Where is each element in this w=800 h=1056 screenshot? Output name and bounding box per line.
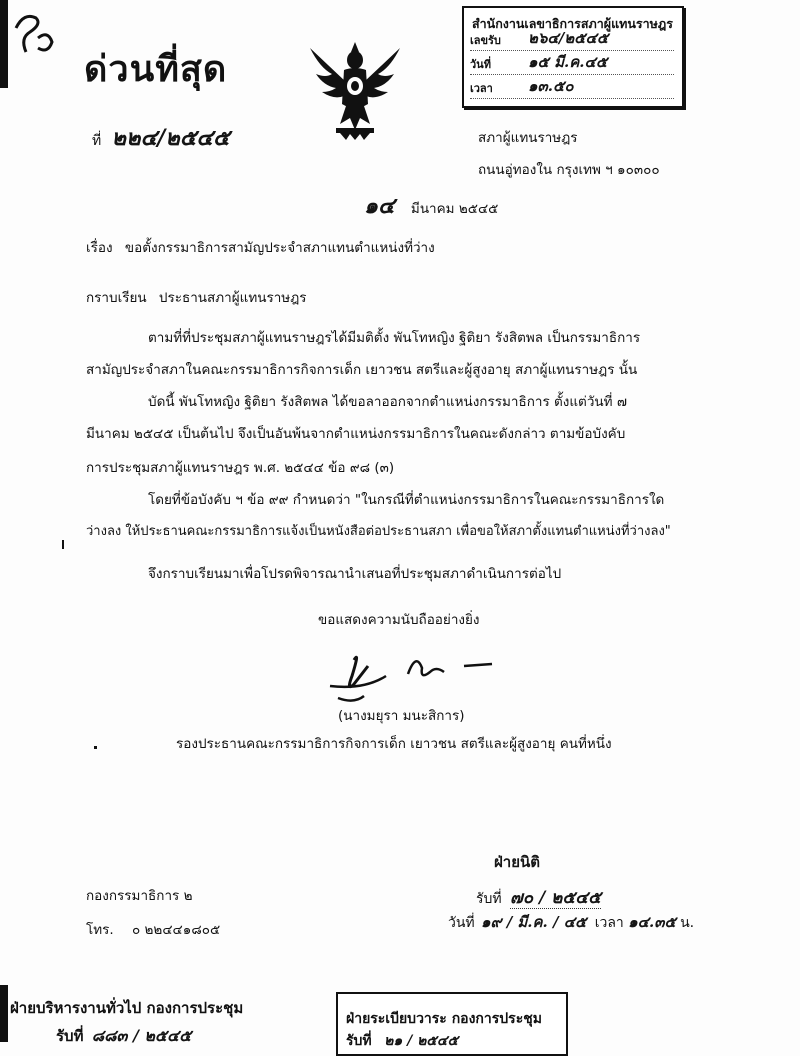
legal-date-value: ๑๙ / มี.ค. / ๔๕	[480, 913, 587, 931]
admin-received-label: รับที่	[56, 1027, 84, 1045]
stamp-row-label: เลขรับ	[470, 34, 501, 47]
letter-date	[364, 188, 498, 223]
footer-office: กองกรรมาธิการ ๒	[86, 888, 193, 904]
stamp-row	[470, 78, 674, 99]
subject-label: เรื่อง	[86, 240, 113, 256]
stamp-row-value: ๒๖๔/๒๕๔๕	[528, 29, 609, 47]
signatory-position: รองประธานคณะกรรมาธิการกิจการเด็ก เยาวชน สตรีและผู้สูงอายุ คนที่หนึ่ง	[176, 736, 612, 752]
admin-stamp-row	[56, 1024, 243, 1049]
corner-scribble	[8, 8, 56, 60]
signatory-name: (นางมยุรา มนะสิการ)	[338, 708, 465, 724]
doc-number-prefix: ที่	[92, 133, 102, 149]
legal-time-label: เวลา	[594, 915, 624, 931]
stamp-row	[470, 54, 674, 75]
admin-received-value: ๘๘๓ / ๒๕๔๕	[91, 1026, 192, 1045]
legal-date-row	[448, 910, 694, 934]
legal-received-value: ๗๐ / ๒๕๔๕	[509, 888, 601, 908]
body-line: ว่างลง ให้ประธานคณะกรรมาธิการแจ้งเป็นหนังสือต่อประธานสภา เพื่อขอให้สภาตั้งแทนตำแหน่งที่ว่างลง"	[86, 524, 671, 539]
body-line: จึงกราบเรียนมาเพื่อโปรดพิจารณานำเสนอที่ประชุมสภาดำเนินการต่อไป	[148, 566, 562, 582]
edge-dot	[62, 540, 64, 549]
stamp-row-value: ๑๓.๕๐	[528, 77, 574, 95]
garuda-emblem	[306, 38, 404, 140]
agenda-received-value: ๒๑ / ๒๕๔๕	[384, 1033, 459, 1049]
sender-address: ถนนอู่ทองใน กรุงเทพ ฯ ๑๐๓๐๐	[478, 162, 660, 178]
binding-mark	[0, 985, 8, 1042]
body-line: บัดนี้ พันโทหญิง ฐิติยา รังสิตพล ได้ขอลาออกจากตำแหน่งกรรมาธิการ ตั้งแต่วันที่ ๗	[148, 394, 627, 410]
subject-line	[86, 236, 435, 258]
body-line: โดยที่ข้อบังคับ ฯ ข้อ ๙๙ กำหนดว่า "ในกรณีที่ตำแหน่งกรรมาธิการในคณะกรรมาธิการใด	[148, 492, 665, 508]
footer-phone-label: โทร.	[86, 922, 114, 938]
salutation-line	[86, 286, 307, 308]
signature	[324, 646, 504, 708]
received-stamp	[462, 6, 684, 108]
footer-phone-value: ๐ ๒๒๔๔๑๘๐๕	[132, 922, 221, 938]
legal-dept-receipt	[440, 850, 695, 932]
salutation-label: กราบเรียน	[86, 290, 147, 306]
closing: ขอแสดงความนับถืออย่างยิ่ง	[318, 612, 480, 628]
stray-dot	[94, 746, 97, 749]
agenda-stamp-title: ฝ่ายระเบียบวาระ กองการประชุม	[346, 1011, 542, 1027]
stamp-row-label: เวลา	[470, 82, 493, 95]
date-month-year: มีนาคม ๒๕๔๕	[410, 201, 499, 217]
admin-stamp	[10, 996, 243, 1049]
legal-time-value: ๑๔.๓๕	[628, 913, 676, 931]
legal-received-label: รับที่	[476, 891, 502, 907]
salutation-text: ประธานสภาผู้แทนราษฎร	[158, 290, 307, 306]
footer-phone	[86, 918, 220, 940]
subject-text: ขอตั้งกรรมาธิการสามัญประจำสภาแทนตำแหน่งที่ว่าง	[124, 240, 435, 256]
agenda-received-label: รับที่	[346, 1033, 372, 1049]
doc-number-value: ๒๒๔/๒๕๔๕	[111, 125, 230, 151]
stamp-row-value: ๑๕ มี.ค.๔๕	[528, 53, 608, 71]
legal-dept-title: ฝ่ายนิติ	[494, 853, 540, 871]
binding-mark	[0, 0, 8, 88]
agenda-stamp-row	[346, 1030, 458, 1052]
doc-number	[92, 120, 230, 155]
body-line: การประชุมสภาผู้แทนราษฎร พ.ศ. ๒๕๔๔ ข้อ ๙๘ (๓)	[86, 460, 395, 476]
body-line: สามัญประจำสภาในคณะกรรมาธิการกิจการเด็ก เยาวชน สตรีและผู้สูงอายุ สภาผู้แทนราษฎร นั้น	[86, 362, 638, 378]
agenda-stamp	[336, 992, 568, 1056]
admin-stamp-title: ฝ่ายบริหารงานทั่วไป กองการประชุม	[10, 999, 244, 1017]
legal-time-suffix: น.	[680, 915, 695, 931]
stamp-row	[470, 30, 674, 51]
legal-received-row	[476, 884, 601, 911]
body-line: ตามที่ที่ประชุมสภาผู้แทนราษฎรได้มีมติตั้ง พันโทหญิง ฐิติยา รังสิตพล เป็นกรรมาธิการ	[148, 330, 641, 346]
urgency-label: ด่วนที่สุด	[84, 48, 228, 90]
sender-name: สภาผู้แทนราษฎร	[478, 130, 578, 146]
stamp-row-label: วันที่	[470, 58, 491, 71]
date-day: ๑๔	[364, 193, 395, 219]
legal-date-label: วันที่	[448, 915, 475, 931]
body-line: มีนาคม ๒๕๔๕ เป็นต้นไป จึงเป็นอันพ้นจากตำแหน่งกรรมาธิการในคณะดังกล่าว ตามข้อบังคับ	[86, 426, 626, 442]
stamp-title: สำนักงานเลขาธิการสภาผู้แทนราษฎร	[472, 16, 673, 31]
